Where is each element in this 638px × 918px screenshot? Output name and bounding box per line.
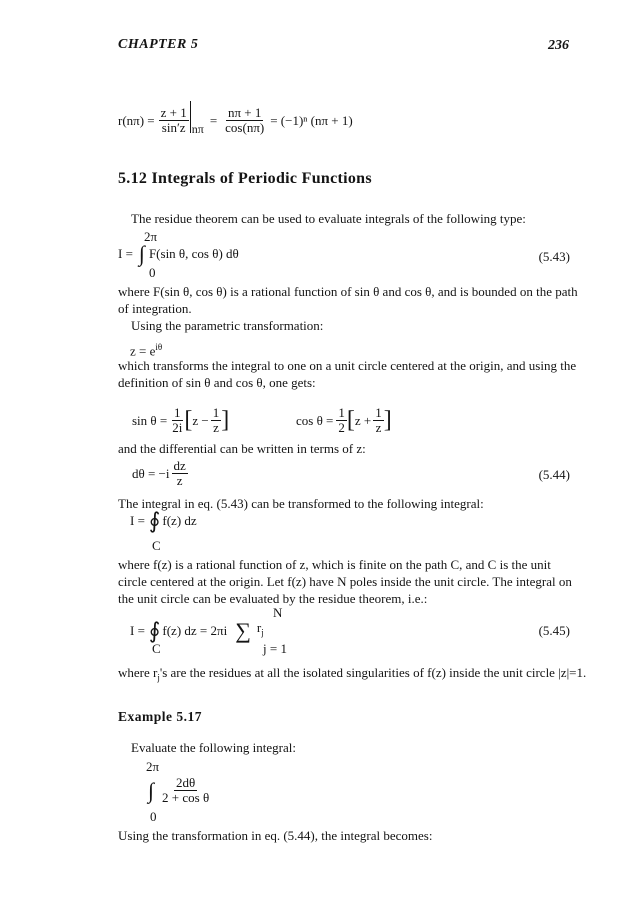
contour-lower-label: C [152,538,161,553]
evaluation-point: nπ [191,121,204,136]
eq-lhs: I = [118,246,133,261]
sin-inner: z − [192,412,209,428]
differential-text: and the differential can be written in terms of z: [118,441,366,456]
residues-text: where $r_j's$ are the residues at all the isolated singularities of f(z) inside the unit circle |z|=1. [118,665,587,683]
fraction-2-denominator: cos(nπ) [225,119,265,135]
evaluation-bar [190,101,191,133]
dz-fraction [172,459,188,488]
sin-fraction-denominator: 2i [172,419,183,435]
contour-integral-sign: ∮ [148,508,161,533]
integrand: F(sin θ, cos θ) dθ [148,246,239,261]
cos-fraction-denominator: 2 [338,419,345,435]
cos-inner: z + [354,412,372,428]
eq-lhs: dθ = −i [132,465,170,481]
sin-inner-denominator: z [213,419,219,435]
example-fraction [160,776,211,805]
sum-upper-limit: N [273,605,283,620]
example-numerator: 2dθ [175,774,196,790]
eq-lhs: I = [130,622,145,638]
example-denominator: 2 + cos θ [162,789,210,805]
eq-lhs: I = [130,513,145,528]
equation-example [148,772,211,808]
equation-cos [296,402,392,438]
integrand: f(z) dz [162,513,197,528]
right-bracket: ] [221,406,230,433]
integral-sign: ∫ [138,241,145,266]
left-bracket: [ [184,406,193,433]
integrand: f(z) dz = 2πi [162,622,228,638]
sin-inner-numerator: 1 [212,404,220,420]
cos-lhs: cos θ = [296,412,334,428]
fraction-1-numerator: z + 1 [160,104,187,120]
sum-lower-limit: j = 1 [263,641,287,656]
sin-inner-fraction [211,406,222,435]
page-number: 236 [548,38,569,53]
right-bracket: ] [383,406,392,433]
equation-residue-npi [118,100,353,140]
example-lower-limit: 0 [150,809,157,824]
section-title: 5.12 Integrals of Periodic Functions [118,170,372,187]
intro-text: The residue theorem can be used to evaluate integrals of the following type: [131,211,526,226]
where-text-1: where F(sin θ, cos θ) is a rational function of sin θ and cos θ, and is bounded on the path of integration. [118,284,578,316]
summation-sign: ∑ [235,617,251,643]
fraction-2 [223,106,266,135]
cos-inner-denominator: z [375,419,382,435]
integral-lower-limit: 0 [149,265,156,280]
equation-5-44 [132,456,188,490]
contour-lower-label: C [152,641,161,656]
last-text: Using the transformation in eq. (5.44), the integral becomes: [118,828,433,843]
sin-fraction [170,406,184,435]
left-bracket: [ [346,406,355,433]
sin-fraction-numerator: 1 [174,404,181,420]
eq-z-exponent: iθ [155,342,163,352]
evaluate-text: Evaluate the following integral: [131,740,296,755]
dz-numerator: dz [173,457,186,473]
integral-sign: ∫ [148,777,155,803]
chapter-header: CHAPTER 5 [118,37,199,52]
fraction-1 [159,106,189,135]
equation-contour [130,508,197,533]
residue-term: $r_j$ [256,620,264,638]
cos-inner-fraction [373,406,384,435]
dz-denominator: z [176,472,183,488]
cos-fraction-numerator: 1 [338,404,345,420]
eq-z-base: z = e [130,343,156,359]
sin-lhs: sin θ = [132,412,168,428]
eq-lhs: r(nπ) = [118,112,155,128]
using-text: Using the parametric transformation: [131,318,324,333]
equation-number-5-45: (5.45) [538,623,570,638]
equation-sin [132,402,229,438]
fraction-1-denominator: sin′z [161,119,186,135]
equation-number-5-43: (5.43) [538,249,570,264]
cos-fraction [336,406,347,435]
equation-5-43 [118,241,239,266]
example-upper-limit: 2π [146,759,160,774]
eq-rhs: = (−1)ⁿ (nπ + 1) [270,112,353,128]
eq-equals: = [209,112,218,128]
transforms-text: which transforms the integral to one on a unit circle centered at the origin, and using the definition of sin θ and cos θ, one gets: [118,358,577,390]
example-title: Example 5.17 [118,709,203,724]
where-text-2: where f(z) is a rational function of z, which is finite on the path C, and C is the unit circle centered at the origin. Let f(z) have N poles inside the unit circle. The integral on the unit circle can be evaluated by the residue theorem, i.e.: [118,557,572,606]
equation-5-45 [130,619,264,642]
cos-inner-numerator: 1 [375,404,382,420]
equation-number-5-44: (5.44) [538,467,570,482]
integral-upper-limit: 2π [144,229,158,244]
integral-text: The integral in eq. (5.43) can be transformed to the following integral: [118,496,484,511]
fraction-2-numerator: nπ + 1 [227,104,262,120]
contour-integral-sign: ∮ [148,617,161,643]
